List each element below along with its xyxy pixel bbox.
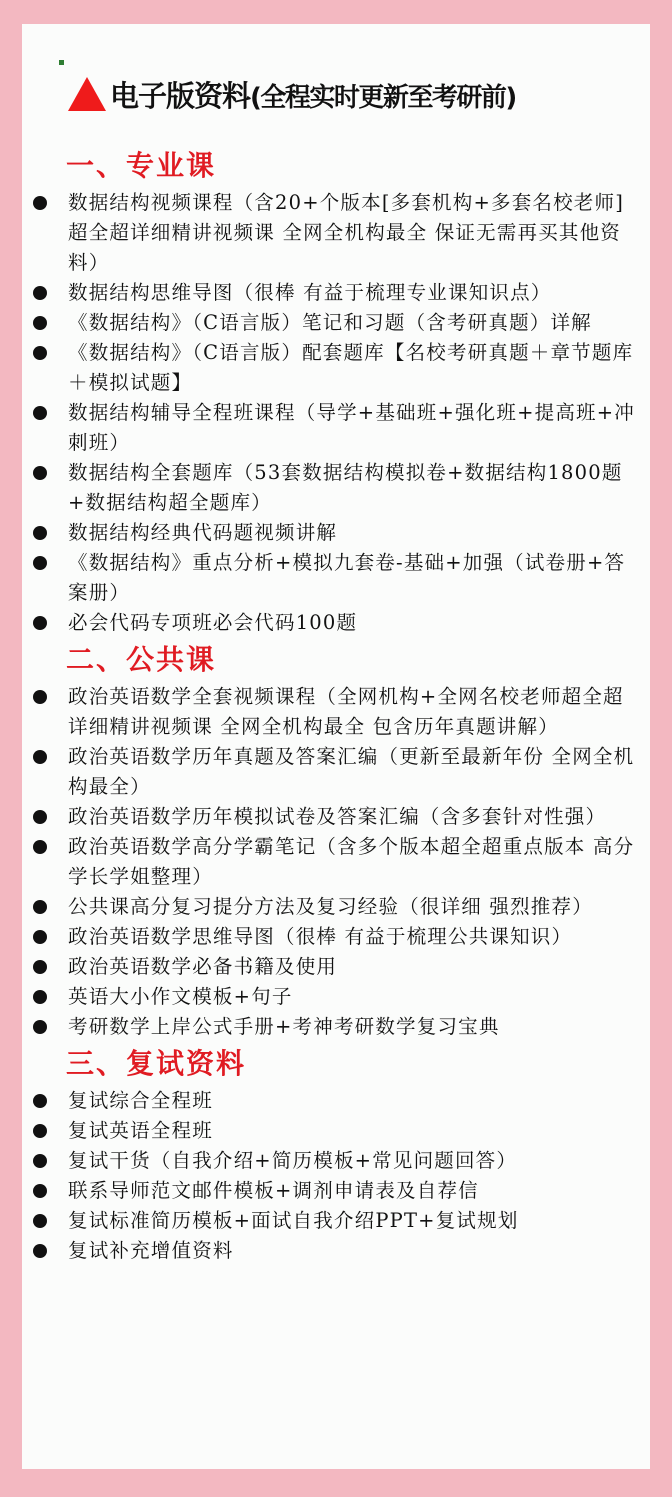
- list-item: [22, 1012, 650, 1042]
- section-list: [22, 1086, 650, 1266]
- bullet-icon: [33, 1214, 47, 1228]
- bullet-icon: [33, 960, 47, 974]
- list-item-text: 政治英语数学历年真题及答案汇编（更新至最新年份 全网全机构最全）: [68, 745, 635, 798]
- bullet-icon: [33, 1244, 47, 1258]
- bullet-icon: [33, 1020, 47, 1034]
- section-list: [22, 188, 650, 638]
- list-item: [22, 832, 650, 892]
- bullet-icon: [33, 690, 47, 704]
- list-item-text: 复试补充增值资料: [68, 1239, 234, 1262]
- bullet-icon: [33, 616, 47, 630]
- section-heading: 一、专业课: [66, 149, 217, 182]
- bullet-icon: [33, 1124, 47, 1138]
- list-item: [22, 278, 650, 308]
- page-title: [110, 74, 516, 115]
- list-item-text: 复试标准简历模板+面试自我介绍PPT+复试规划: [68, 1209, 519, 1232]
- list-item: [22, 952, 650, 982]
- bullet-icon: [33, 1154, 47, 1168]
- list-item: [22, 188, 650, 278]
- section-heading: 二、公共课: [66, 643, 217, 676]
- list-item-text: 复试综合全程班: [68, 1089, 213, 1112]
- bullet-icon: [33, 930, 47, 944]
- list-item-text: 公共课高分复习提分方法及复习经验（很详细 强烈推荐）: [68, 895, 593, 918]
- list-item: [22, 548, 650, 608]
- list-item-text: 政治英语数学高分学霸笔记（含多个版本超全超重点版本 高分学长学姐整理）: [68, 835, 635, 888]
- warning-triangle-icon: [68, 77, 106, 111]
- title-main: 电子版资料: [110, 78, 251, 113]
- list-item-text: 复试英语全程班: [68, 1119, 213, 1142]
- section-heading: 三、复试资料: [66, 1047, 247, 1080]
- title-sub: (全程实时更新至考研前): [250, 82, 516, 113]
- list-item: [22, 982, 650, 1012]
- list-item-text: 数据结构全套题库（53套数据结构模拟卷+数据结构1800题+数据结构超全题库）: [68, 461, 623, 514]
- list-item: [22, 458, 650, 518]
- list-item: [22, 1086, 650, 1116]
- list-item: [22, 1146, 650, 1176]
- bullet-icon: [33, 346, 47, 360]
- bullet-icon: [33, 1184, 47, 1198]
- list-item-text: 政治英语数学必备书籍及使用: [68, 955, 338, 978]
- corner-mark: [59, 60, 64, 65]
- list-item: [22, 308, 650, 338]
- list-item-text: 《数据结构》（C语言版）配套题库【名校考研真题＋章节题库＋模拟试题】: [68, 341, 634, 394]
- list-item-text: 政治英语数学历年模拟试卷及答案汇编（含多套针对性强）: [68, 805, 607, 828]
- section-list: [22, 682, 650, 1042]
- bullet-icon: [33, 1094, 47, 1108]
- bullet-icon: [33, 900, 47, 914]
- material-card: [22, 24, 650, 1469]
- list-item: [22, 1116, 650, 1146]
- list-item: [22, 1176, 650, 1206]
- header: [68, 66, 516, 122]
- bullet-icon: [33, 406, 47, 420]
- list-item-text: 数据结构辅导全程班课程（导学+基础班+强化班+提高班+冲刺班）: [68, 401, 635, 454]
- list-item-text: 数据结构思维导图（很棒 有益于梳理专业课知识点）: [68, 281, 552, 304]
- list-item-text: 《数据结构》重点分析+模拟九套卷-基础+加强（试卷册+答案册）: [68, 551, 626, 604]
- bullet-icon: [33, 316, 47, 330]
- bullet-icon: [33, 990, 47, 1004]
- list-item-text: 考研数学上岸公式手册+考神考研数学复习宝典: [68, 1015, 500, 1038]
- list-item: [22, 922, 650, 952]
- bullet-icon: [33, 750, 47, 764]
- list-item: [22, 1236, 650, 1266]
- list-item: [22, 518, 650, 548]
- list-item: [22, 398, 650, 458]
- bullet-icon: [33, 810, 47, 824]
- list-item-text: 数据结构视频课程（含20+个版本[多套机构+多套名校老师]超全超详细精讲视频课 全网全机构最全 保证无需再买其他资料）: [68, 191, 625, 274]
- list-item: [22, 338, 650, 398]
- list-item-text: 必会代码专项班必会代码100题: [68, 611, 358, 634]
- list-item-text: 联系导师范文邮件模板+调剂申请表及自荐信: [68, 1179, 479, 1202]
- bullet-icon: [33, 526, 47, 540]
- content: [22, 144, 650, 1266]
- list-item-text: 《数据结构》（C语言版）笔记和习题（含考研真题）详解: [68, 311, 592, 334]
- bullet-icon: [33, 840, 47, 854]
- list-item: [22, 682, 650, 742]
- bullet-icon: [33, 196, 47, 210]
- list-item-text: 英语大小作文模板+句子: [68, 985, 293, 1008]
- list-item: [22, 1206, 650, 1236]
- bullet-icon: [33, 466, 47, 480]
- bullet-icon: [33, 286, 47, 300]
- list-item: [22, 892, 650, 922]
- bullet-icon: [33, 556, 47, 570]
- list-item-text: 数据结构经典代码题视频讲解: [68, 521, 338, 544]
- list-item-text: 政治英语数学思维导图（很棒 有益于梳理公共课知识）: [68, 925, 573, 948]
- list-item-text: 政治英语数学全套视频课程（全网机构+全网名校老师超全超详细精讲视频课 全网全机构最全 包含历年真题讲解）: [68, 685, 624, 738]
- list-item: [22, 802, 650, 832]
- list-item: [22, 742, 650, 802]
- list-item-text: 复试干货（自我介绍+简历模板+常见问题回答）: [68, 1149, 518, 1172]
- list-item: [22, 608, 650, 638]
